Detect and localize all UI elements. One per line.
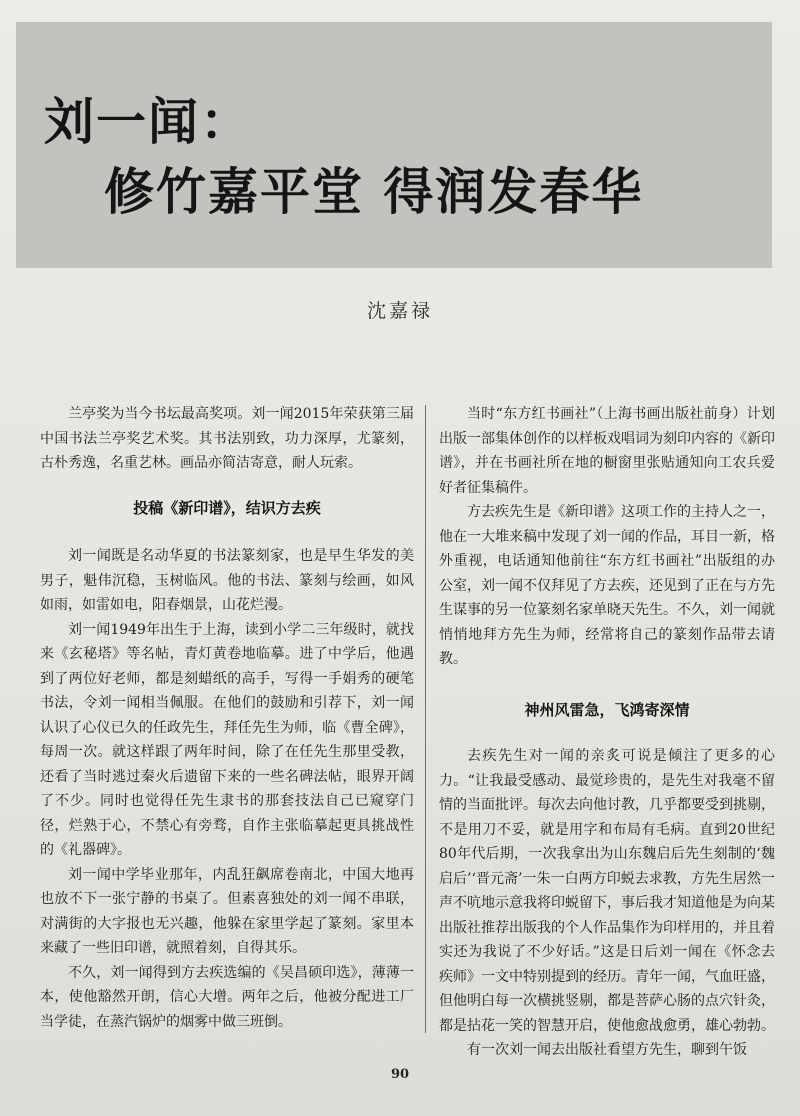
body-paragraph: 刘一闻1949年出生于上海，读到小学二三年级时，就找来《玄秘塔》等名帖，青灯黄卷地临摹。进了中学后，他遇到了两位好老师，都是刻蜡纸的高手，写得一手娟秀的硬笔书法，令刘一闻相当佩服。在他们的鼓励和引荐下，刘一闻认识了心仪已久的任政先生，拜任先生为师，临《曹全碑》，每周一次。就这样跟了两年时间，除了在任先生那里受教，还看了当时逃过秦火后遗留下来的一些名碑法帖，眼界开阔了不少。同时也觉得任先生隶书的那套技法自己已窥穿门径，烂熟于心，不禁心有旁骛，自作主张临摹起更具挑战性的《礼器碑》。 [40, 621, 414, 858]
body-paragraph: 去疾先生对一闻的亲炙可说是倾注了更多的心力。“让我最受感动、最觉珍贵的，是先生对我毫不留情的当面批评。每次去向他讨教，几乎都要受到挑剔，不是用刀不妥，就是用字和布局有毛病。直到20世纪80年代后期，一次我拿出为山东魏启后先生刻制的‘魏启后’‘晋元斋’一朱一白两方印蜕去求教，方先生居然一声不吭地示意我将印蜕留下，事后我才知道他是为向某出版社推荐出版我的个人作品集作为印样用的，并且着实还为我说了不少好话。”这是日后刘一闻在《怀念去疾师》一文中特别提到的经历。青年一闻，气血旺盛，但他明白每一次横挑竖剔，都是菩萨心肠的点穴针灸，都是拈花一笑的智慧开启，使他愈战愈勇，雄心勃勃。 [439, 748, 775, 1034]
title-line-1: 刘一闻： [44, 93, 252, 151]
body-paragraph: 刘一闻既是名动华夏的书法篆刻家，也是早生华发的美男子，魁伟沉稳，玉树临风。他的书法、篆刻与绘画，如风如雨，如雷如电，阳春烟景，山花烂漫。 [40, 548, 414, 613]
body-paragraph: 当时“东方红书画社”（上海书画出版社前身）计划出版一部集体创作的以样板戏唱词为刻印内容的《新印谱》，并在书画社所在地的橱窗里张贴通知向工农兵爱好者征集稿件。 [439, 406, 775, 496]
body-paragraph: 刘一闻中学毕业那年，内乱狂飙席卷南北，中国大地再也放不下一张宁静的书桌了。但素喜独处的刘一闻不串联，对满街的大字报也无兴趣，他躲在家里学起了篆刻。家里本来藏了一些旧印谱，就照着刻，自得其乐。 [40, 866, 414, 956]
left-column [40, 402, 414, 1034]
body-paragraph: 方去疾先生是《新印谱》这项工作的主持人之一，他在一大堆来稿中发现了刘一闻的作品，耳目一新，格外重视，电话通知他前往“东方红书画社”出版组的办公室，刘一闻不仅拜见了方去疾，还见到了正在与方先生谋事的另一位篆刻名家单晓天先生。不久，刘一闻就悄悄地拜方先生为师，经常将自己的篆刻作品带去请教。 [439, 504, 775, 667]
section-heading: 投稿《新印谱》，结识方去疾 [133, 498, 321, 517]
author-name: 沈嘉禄 [366, 300, 433, 322]
right-column [439, 402, 775, 1063]
body-paragraph: 不久，刘一闻得到方去疾选编的《吴昌硕印选》，薄薄一本，使他豁然开朗，信心大增。两年之后，他被分配进工厂当学徒，在蒸汽锅炉的烟雾中做三班倒。 [40, 964, 414, 1030]
title-line-2: 修竹嘉平堂 得润发春华 [104, 163, 644, 221]
body-paragraph: 有一次刘一闻去出版社看望方先生，聊到午饭 [467, 1042, 747, 1058]
column-divider [425, 405, 426, 1033]
page-number: 90 [390, 1067, 410, 1082]
section-heading: 神州风雷急，飞鸿寄深情 [524, 700, 690, 719]
body-paragraph: 兰亭奖为当今书坛最高奖项。刘一闻2015年荣获第三届中国书法兰亭奖艺术奖。其书法别致，功力深厚，尤篆刻，古朴秀逸，名重艺林。画品亦简洁寄意，耐人玩索。 [40, 406, 414, 471]
